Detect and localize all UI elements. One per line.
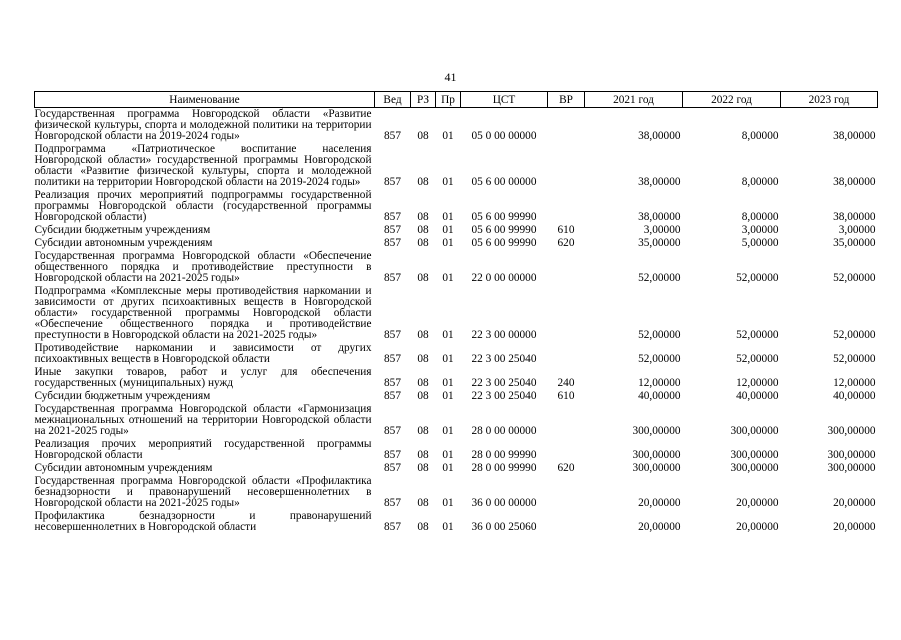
row-name-cell: Подпрограмма «Комплексные меры противодействия наркомании и зависимости от других психоактивных веществ в Новгородской области» государственной программы Новгородской области «Обеспечение общественного порядка и противодействие преступности в Новгородской области на 2021-2025 годы» <box>34 285 372 341</box>
row-2021-cell: 300,00000 <box>632 449 681 461</box>
row-cst-cell: 22 3 00 25040 <box>471 390 537 402</box>
row-cst-cell: 22 3 00 00000 <box>471 329 537 341</box>
row-vr-cell <box>548 143 585 189</box>
table-row <box>35 462 878 475</box>
row-rz-cell: 08 <box>417 390 429 402</box>
row-2023-cell: 35,00000 <box>833 237 876 249</box>
row-2023-cell: 300,00000 <box>827 425 876 437</box>
row-vr-cell <box>548 510 585 534</box>
row-vr-cell <box>548 403 585 438</box>
row-vr-cell: 620 <box>557 237 575 249</box>
row-2022-cell: 40,00000 <box>736 390 779 402</box>
row-pr-cell: 01 <box>442 449 454 461</box>
row-cst-cell: 28 0 00 99990 <box>471 462 537 474</box>
row-2023-cell: 300,00000 <box>827 449 876 461</box>
row-ved-cell: 857 <box>384 449 401 461</box>
header-2023: 2023 год <box>781 92 878 108</box>
table-row <box>35 510 878 534</box>
row-ved-cell: 857 <box>384 425 401 437</box>
table-row <box>35 237 878 250</box>
row-cst-cell: 05 6 00 00000 <box>471 176 537 188</box>
header-vr: ВР <box>548 92 585 108</box>
table-row <box>35 250 878 285</box>
row-2021-cell: 40,00000 <box>638 390 681 402</box>
row-name-cell: Профилактика безнадзорности и правонарушений несовершеннолетних в Новгородской области <box>34 510 372 533</box>
table-row <box>35 285 878 342</box>
row-2022-cell: 5,00000 <box>741 237 779 249</box>
header-rz: РЗ <box>411 92 436 108</box>
row-2022-cell: 300,00000 <box>730 425 779 437</box>
row-cst-cell: 36 0 00 25060 <box>471 521 537 533</box>
row-pr-cell: 01 <box>442 425 454 437</box>
row-pr-cell: 01 <box>442 237 454 249</box>
row-2023-cell: 38,00000 <box>833 176 876 188</box>
row-2021-cell: 3,00000 <box>643 224 681 236</box>
row-vr-cell: 610 <box>557 390 575 402</box>
row-pr-cell: 01 <box>442 497 454 509</box>
row-2023-cell: 38,00000 <box>833 211 876 223</box>
row-ved-cell: 857 <box>384 353 401 365</box>
row-name-cell: Подпрограмма «Патриотическое воспитание населения Новгородской области» государственной программы Новгородской области «Развитие физической культуры, спорта и молодежной политики на территории Новгородской области на 2019-2024 годы» <box>34 143 372 188</box>
row-2023-cell: 12,00000 <box>833 377 876 389</box>
header-pr: Пр <box>436 92 461 108</box>
row-name-cell: Субсидии автономным учреждениям <box>34 462 213 474</box>
row-vr-cell: 620 <box>557 462 575 474</box>
row-vr-cell <box>548 108 585 144</box>
row-ved-cell: 857 <box>384 211 401 223</box>
row-ved-cell: 857 <box>384 272 401 284</box>
row-2022-cell: 300,00000 <box>730 449 779 461</box>
row-2021-cell: 35,00000 <box>638 237 681 249</box>
row-2023-cell: 20,00000 <box>833 497 876 509</box>
table-row <box>35 224 878 237</box>
row-2022-cell: 300,00000 <box>730 462 779 474</box>
row-ved-cell: 857 <box>384 390 401 402</box>
row-vr-cell <box>548 285 585 342</box>
row-cst-cell: 22 0 00 00000 <box>471 272 537 284</box>
row-ved-cell: 857 <box>384 377 401 389</box>
row-2022-cell: 8,00000 <box>741 211 779 223</box>
header-cst: ЦСТ <box>461 92 548 108</box>
row-name-cell: Государственная программа Новгородской области «Профилактика безнадзорности и правонарушений несовершеннолетних в Новгородской области на 2021-2025 годы» <box>34 475 372 509</box>
row-ved-cell: 857 <box>384 497 401 509</box>
row-rz-cell: 08 <box>417 449 429 461</box>
row-pr-cell: 01 <box>442 211 454 223</box>
row-2022-cell: 20,00000 <box>736 497 779 509</box>
row-2023-cell: 52,00000 <box>833 272 876 284</box>
row-pr-cell: 01 <box>442 224 454 236</box>
row-name-cell: Субсидии бюджетным учреждениям <box>34 390 211 402</box>
row-cst-cell: 36 0 00 00000 <box>471 497 537 509</box>
row-2022-cell: 3,00000 <box>741 224 779 236</box>
row-vr-cell <box>548 189 585 224</box>
row-2023-cell: 52,00000 <box>833 329 876 341</box>
row-name-cell: Субсидии автономным учреждениям <box>34 237 213 249</box>
table-row <box>35 143 878 189</box>
row-rz-cell: 08 <box>417 377 429 389</box>
row-rz-cell: 08 <box>417 272 429 284</box>
row-pr-cell: 01 <box>442 462 454 474</box>
row-2021-cell: 300,00000 <box>632 425 681 437</box>
row-cst-cell: 22 3 00 25040 <box>471 353 537 365</box>
row-vr-cell <box>548 342 585 366</box>
row-2021-cell: 20,00000 <box>638 521 681 533</box>
row-rz-cell: 08 <box>417 521 429 533</box>
row-2022-cell: 52,00000 <box>736 353 779 365</box>
table-row <box>35 475 878 510</box>
row-2021-cell: 300,00000 <box>632 462 681 474</box>
row-name-cell: Государственная программа Новгородской области «Гармонизация межнациональных отношений на территории Новгородской области на 2021-2025 годы» <box>34 403 372 437</box>
table-row <box>35 403 878 438</box>
row-ved-cell: 857 <box>384 329 401 341</box>
row-cst-cell: 28 0 00 99990 <box>471 449 537 461</box>
row-2021-cell: 38,00000 <box>638 176 681 188</box>
table-row <box>35 366 878 390</box>
row-rz-cell: 08 <box>417 176 429 188</box>
page-number: 41 <box>444 70 457 84</box>
row-name-cell: Реализация прочих мероприятий государственной программы Новгородской области <box>34 438 372 461</box>
row-rz-cell: 08 <box>417 462 429 474</box>
row-2021-cell: 20,00000 <box>638 497 681 509</box>
row-pr-cell: 01 <box>442 176 454 188</box>
row-rz-cell: 08 <box>417 237 429 249</box>
table-header-row <box>35 92 878 108</box>
row-pr-cell: 01 <box>442 390 454 402</box>
row-ved-cell: 857 <box>384 224 401 236</box>
row-rz-cell: 08 <box>417 497 429 509</box>
row-2021-cell: 52,00000 <box>638 353 681 365</box>
row-2022-cell: 12,00000 <box>736 377 779 389</box>
table-row <box>35 438 878 462</box>
header-name: Наименование <box>35 92 375 108</box>
row-rz-cell: 08 <box>417 425 429 437</box>
row-ved-cell: 857 <box>384 521 401 533</box>
budget-table <box>34 91 878 534</box>
row-rz-cell: 08 <box>417 130 429 142</box>
row-ved-cell: 857 <box>384 462 401 474</box>
row-name-cell: Реализация прочих мероприятий подпрограммы государственной программы Новгородской области (государственной программы Новгородской области) <box>34 189 372 223</box>
row-ved-cell: 857 <box>384 176 401 188</box>
table-row <box>35 108 878 144</box>
row-2021-cell: 12,00000 <box>638 377 681 389</box>
row-rz-cell: 08 <box>417 211 429 223</box>
row-2021-cell: 38,00000 <box>638 211 681 223</box>
header-2022: 2022 год <box>683 92 781 108</box>
row-2022-cell: 8,00000 <box>741 176 779 188</box>
row-name-cell: Государственная программа Новгородской области «Обеспечение общественного порядка и противодействие преступности в Новгородской области на 2021-2025 годы» <box>34 250 372 284</box>
header-ved: Вед <box>375 92 411 108</box>
row-pr-cell: 01 <box>442 521 454 533</box>
table-row <box>35 342 878 366</box>
row-pr-cell: 01 <box>442 353 454 365</box>
row-rz-cell: 08 <box>417 353 429 365</box>
row-2023-cell: 20,00000 <box>833 521 876 533</box>
row-cst-cell: 22 3 00 25040 <box>471 377 537 389</box>
row-2021-cell: 52,00000 <box>638 329 681 341</box>
row-pr-cell: 01 <box>442 329 454 341</box>
row-rz-cell: 08 <box>417 329 429 341</box>
row-vr-cell: 610 <box>557 224 575 236</box>
row-cst-cell: 28 0 00 00000 <box>471 425 537 437</box>
row-name-cell: Иные закупки товаров, работ и услуг для обеспечения государственных (муниципальных) нужд <box>34 366 372 389</box>
row-2023-cell: 300,00000 <box>827 462 876 474</box>
row-2022-cell: 20,00000 <box>736 521 779 533</box>
row-cst-cell: 05 0 00 00000 <box>471 130 537 142</box>
table-body <box>35 108 878 535</box>
row-2021-cell: 38,00000 <box>638 130 681 142</box>
row-2022-cell: 8,00000 <box>741 130 779 142</box>
row-pr-cell: 01 <box>442 272 454 284</box>
row-2022-cell: 52,00000 <box>736 272 779 284</box>
row-cst-cell: 05 6 00 99990 <box>471 224 537 236</box>
row-ved-cell: 857 <box>384 130 401 142</box>
row-vr-cell <box>548 475 585 510</box>
row-name-cell: Государственная программа Новгородской области «Развитие физической культуры, спорта и молодежной политики на территории Новгородской области на 2019-2024 годы» <box>34 108 372 142</box>
table-row <box>35 189 878 224</box>
row-2023-cell: 40,00000 <box>833 390 876 402</box>
header-2021: 2021 год <box>585 92 683 108</box>
row-2021-cell: 52,00000 <box>638 272 681 284</box>
row-cst-cell: 05 6 00 99990 <box>471 237 537 249</box>
row-2022-cell: 52,00000 <box>736 329 779 341</box>
row-vr-cell <box>548 438 585 462</box>
table-row <box>35 390 878 403</box>
row-name-cell: Противодействие наркомании и зависимости от других психоактивных веществ в Новгородской области <box>34 342 372 365</box>
row-2023-cell: 52,00000 <box>833 353 876 365</box>
row-pr-cell: 01 <box>442 130 454 142</box>
row-cst-cell: 05 6 00 99990 <box>471 211 537 223</box>
row-ved-cell: 857 <box>384 237 401 249</box>
row-pr-cell: 01 <box>442 377 454 389</box>
row-2023-cell: 3,00000 <box>838 224 876 236</box>
row-name-cell: Субсидии бюджетным учреждениям <box>34 224 211 236</box>
row-2023-cell: 38,00000 <box>833 130 876 142</box>
row-rz-cell: 08 <box>417 224 429 236</box>
row-vr-cell: 240 <box>557 377 575 389</box>
row-vr-cell <box>548 250 585 285</box>
